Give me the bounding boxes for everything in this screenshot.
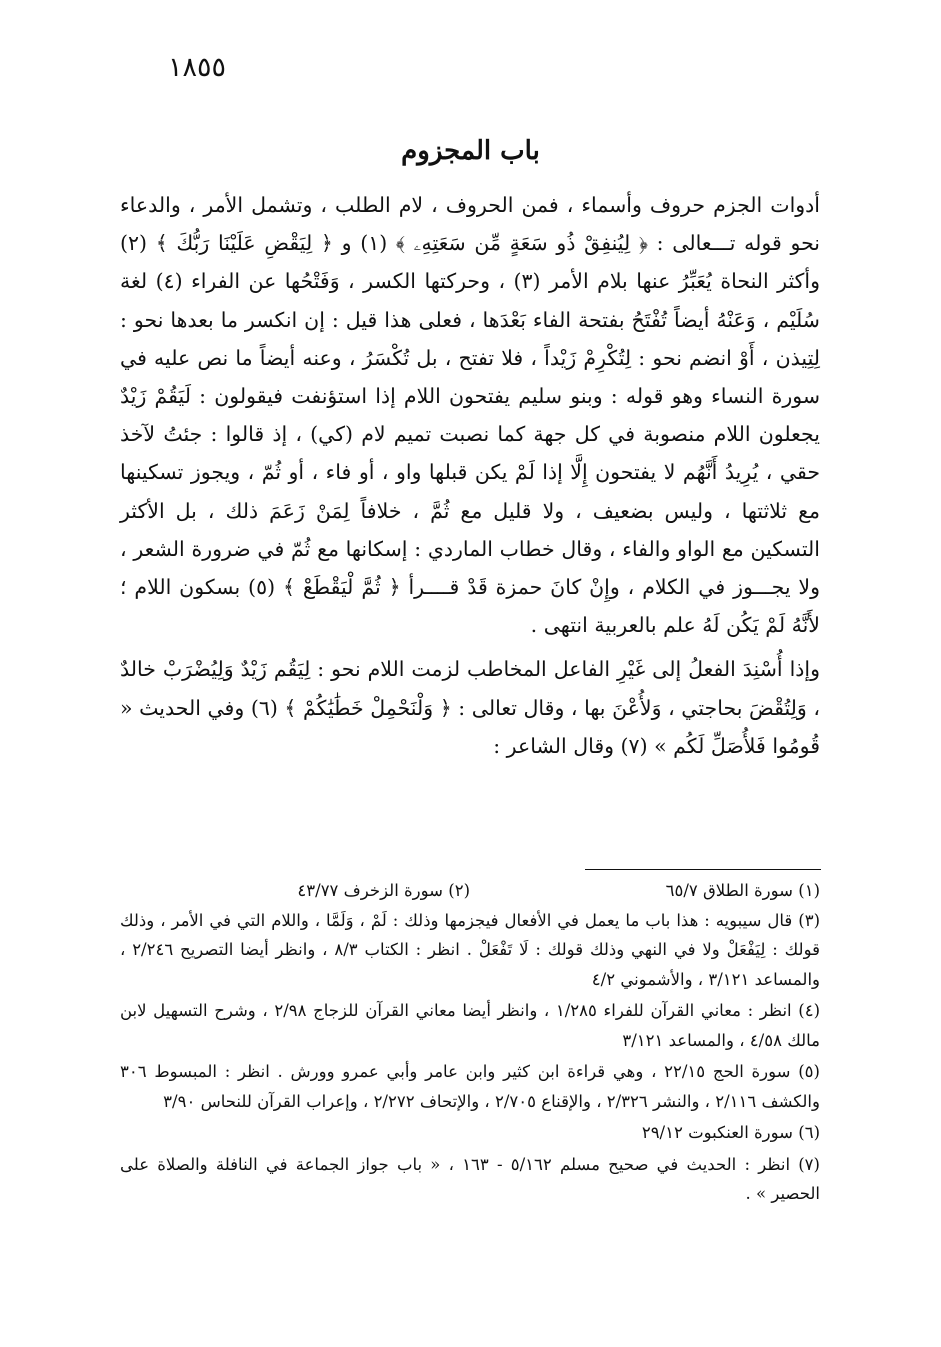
footnote-7: (٧) انظر : الحديث في صحيح مسلم ٥/١٦٢ - ١٦٣ ، « باب جواز الجماعة في النافلة والصلاة على الحصير » . xyxy=(120,1154,820,1203)
footnotes xyxy=(120,876,820,1209)
page-number: ١٨٥٥ xyxy=(168,52,227,83)
body-paragraph: أدوات الجزم حروف وأسماء ، فمن الحروف ، لام الطلب ، وتشمل الأمر ، والدعاء نحو قوله تـــعالى : ﴿ لِيُنفِقْ ذُو سَعَةٍ مِّن سَعَتِهِۦ ﴾ (١) و ﴿ لِيَقْضِ عَلَيْنَا رَبُّكَ ﴾ (٢) وأكثر النحاة يُعَبِّرُ عنها بلام الأمر (٣) ، وحركتها الكسر ، وَفَتْحُها عن الفراء (٤) لغة سُلَيْم ، وَعَنْهُ أيضاً تُفْتَحُ بفتحة الفاء بَعْدَها ، فعلى هذا قيل : إن انكسر ما بعدها نحو : لِتِيذن ، أَوْ انضم نحو : لِتُكْرِمْ زَيْداً ، فلا تفتح ، بل تُكْسَرُ ، وعنه أيضاً ما نص عليه في سورة النساء وهو قوله : وبنو سليم يفتحون اللام إذا استؤنفت فيقولون : لَيَقُمْ زَيْدٌ يجعلون اللام منصوبة في كل جهة كما نصبت تميم لام (كي) ، إذ قالوا : جئتُ لآخذ حقي ، يُرِيدُ أَنَّهُم لا يفتحون إِلَّا إذا لَمْ يكن قبلها واو ، أو فاء ، أو ثُمّ ، ويجوز تسكينها مع ثلاثتها ، وليس بضعيف ، ولا قليل مع ثُمَّ ، خلافاً لِمَنْ زَعَمَ ذلك ، بل الأكثر التسكين مع الواو والفاء ، وقال خطاب الماردي : إسكانها مع ثُمّ في ضرورة الشعر ، ولا يجـــوز في الكلام ، وإِنْ كانَ حمزة قَدْ قــــرأ ﴿ ثُمَّ لْيَقْطَعْ ﴾ (٥) بسكون اللام ؛ لأَنَّهُ لَمْ يَكُن لَهُ علم بالعربية انتهى . xyxy=(120,193,821,638)
footnote-1: (١) سورة الطلاق ٦٥/٧ xyxy=(665,881,820,900)
footnote-row xyxy=(120,876,820,906)
footnote-separator xyxy=(585,869,821,870)
footnote-3: (٣) قال سيبويه : هذا باب ما يعمل في الأفعال فيجزمها وذلك : لَمْ ، وَلَمَّا ، واللام التي في الأمر ، وذلك قولك : لِيَفْعَلْ ولا في النهي وذلك قولك : لَا تَفْعَلْ . انظر : الكتاب ٨/٣ ، وانظر أيضا التصريح ٢/٢٤٦ ، والمساعد ٣/١٢١ ، والأشموني ٤/٢ xyxy=(120,910,821,989)
footnote-4: (٤) انظر : معاني القرآن للفراء ١/٢٨٥ ، وانظر أيضا معاني القرآن للزجاج ٢/٩٨ ، وشرح التسهيل لابن مالك ٤/٥٨ ، والمساعد ٣/١٢١ xyxy=(120,1001,820,1050)
footnote-2: (٢) سورة الزخرف ٤٣/٧٧ xyxy=(297,881,470,900)
footnote-6: (٦) سورة العنكبوت ٢٩/١٢ xyxy=(641,1123,820,1142)
footnote-5: (٥) سورة الحج ٢٢/١٥ ، وهي قراءة ابن كثير وابن عامر وأبي عمرو وورش . انظر : المبسوط ٣٠٦ والكشف ٢/١١٦ ، والنشر ٢/٣٢٦ ، والإقناع ٢/٧٠٥ ، والإتحاف ٢/٢٧٢ ، وإعراب القرآن للنحاس ٣/٩٠ xyxy=(120,1062,820,1111)
chapter-title: باب المجزوم xyxy=(401,136,540,166)
main-text xyxy=(120,186,820,765)
body-paragraph: وإذا أُسْنِدَ الفعلُ إلى غَيْرِ الفاعل المخاطب لزمت اللام نحو : لِيَقُم زَيْدٌ وَلِيُضْرَبْ خالدٌ ، وَلِتُقْضَ بحاجتي ، وَلأُعْنَ بها ، وقال تعالى : ﴿ وَلْنَحْمِلْ خَطَٰيَٰكُمْ ﴾ (٦) وفي الحديث « قُومُوا فَلأُصَلِّ لَكُم » (٧) وقال الشاعر : xyxy=(120,657,820,758)
